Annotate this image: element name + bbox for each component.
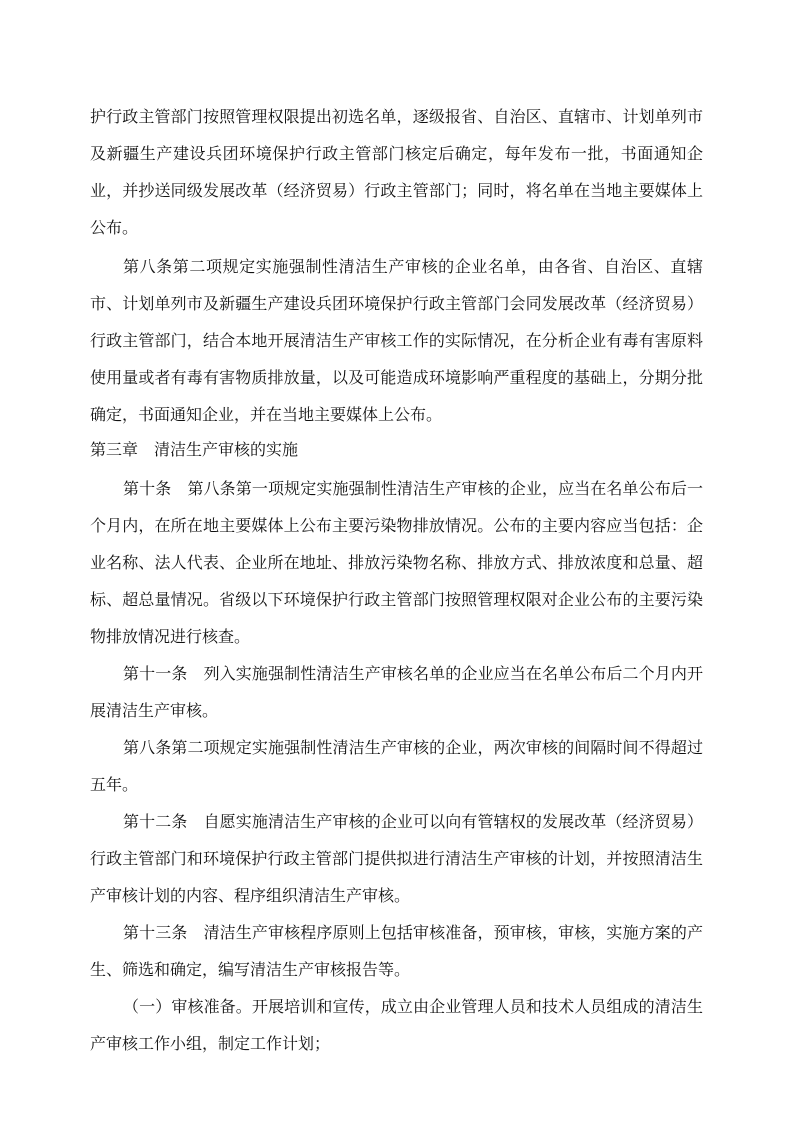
paragraph-article-8-interval: 第八条第二项规定实施强制性清洁生产审核的企业，两次审核的间隔时间不得超过五年。 [90,738,703,794]
paragraph-article-8-item-2: 第八条第二项规定实施强制性清洁生产审核的企业名单，由各省、自治区、直辖市、计划单列市及新疆生产建设兵团环境保护行政主管部门会同发展改革（经济贸易）行政主管部门，结合本地开展清洁生产审核工作的实际情况，在分析企业有毒有害原料使用量或者有毒有害物质排放量，以及可能造成环境影响严重程度的基础上，分期分批确定，书面通知企业，并在当地主要媒体上公布。 [90,257,703,424]
paragraph-article-12: 第十二条 自愿实施清洁生产审核的企业可以向有管辖权的发展改革（经济贸易）行政主管部门和环境保护行政主管部门提供拟进行清洁生产审核的计划，并按照清洁生产审核计划的内容、程序组织清洁生产审核。 [90,812,703,905]
paragraph-article-13-item-1: （一）审核准备。开展培训和宣传，成立由企业管理人员和技术人员组成的清洁生产审核工作小组，制定工作计划； [90,997,703,1053]
paragraph-continuation: 护行政主管部门按照管理权限提出初选名单，逐级报省、自治区、直辖市、计划单列市及新疆生产建设兵团环境保护行政主管部门核定后确定，每年发布一批，书面通知企业，并抄送同级发展改革（经济贸易）行政主管部门；同时，将名单在当地主要媒体上公布。 [90,107,703,237]
paragraph-article-11: 第十一条 列入实施强制性清洁生产审核名单的企业应当在名单公布后二个月内开展清洁生产审核。 [90,664,703,720]
paragraph-article-10: 第十条 第八条第一项规定实施强制性清洁生产审核的企业，应当在名单公布后一个月内，在所在地主要媒体上公布主要污染物排放情况。公布的主要内容应当包括：企业名称、法人代表、企业所在地址、排放污染物名称、排放方式、排放浓度和总量、超标、超总量情况。省级以下环境保护行政主管部门按照管理权限对企业公布的主要污染物排放情况进行核查。 [90,479,703,646]
chapter-heading: 第三章 清洁生产审核的实施 [90,440,299,459]
document-page [90,98,703,1062]
paragraph-article-13: 第十三条 清洁生产审核程序原则上包括审核准备，预审核，审核，实施方案的产生、筛选和确定，编写清洁生产审核报告等。 [90,923,703,979]
